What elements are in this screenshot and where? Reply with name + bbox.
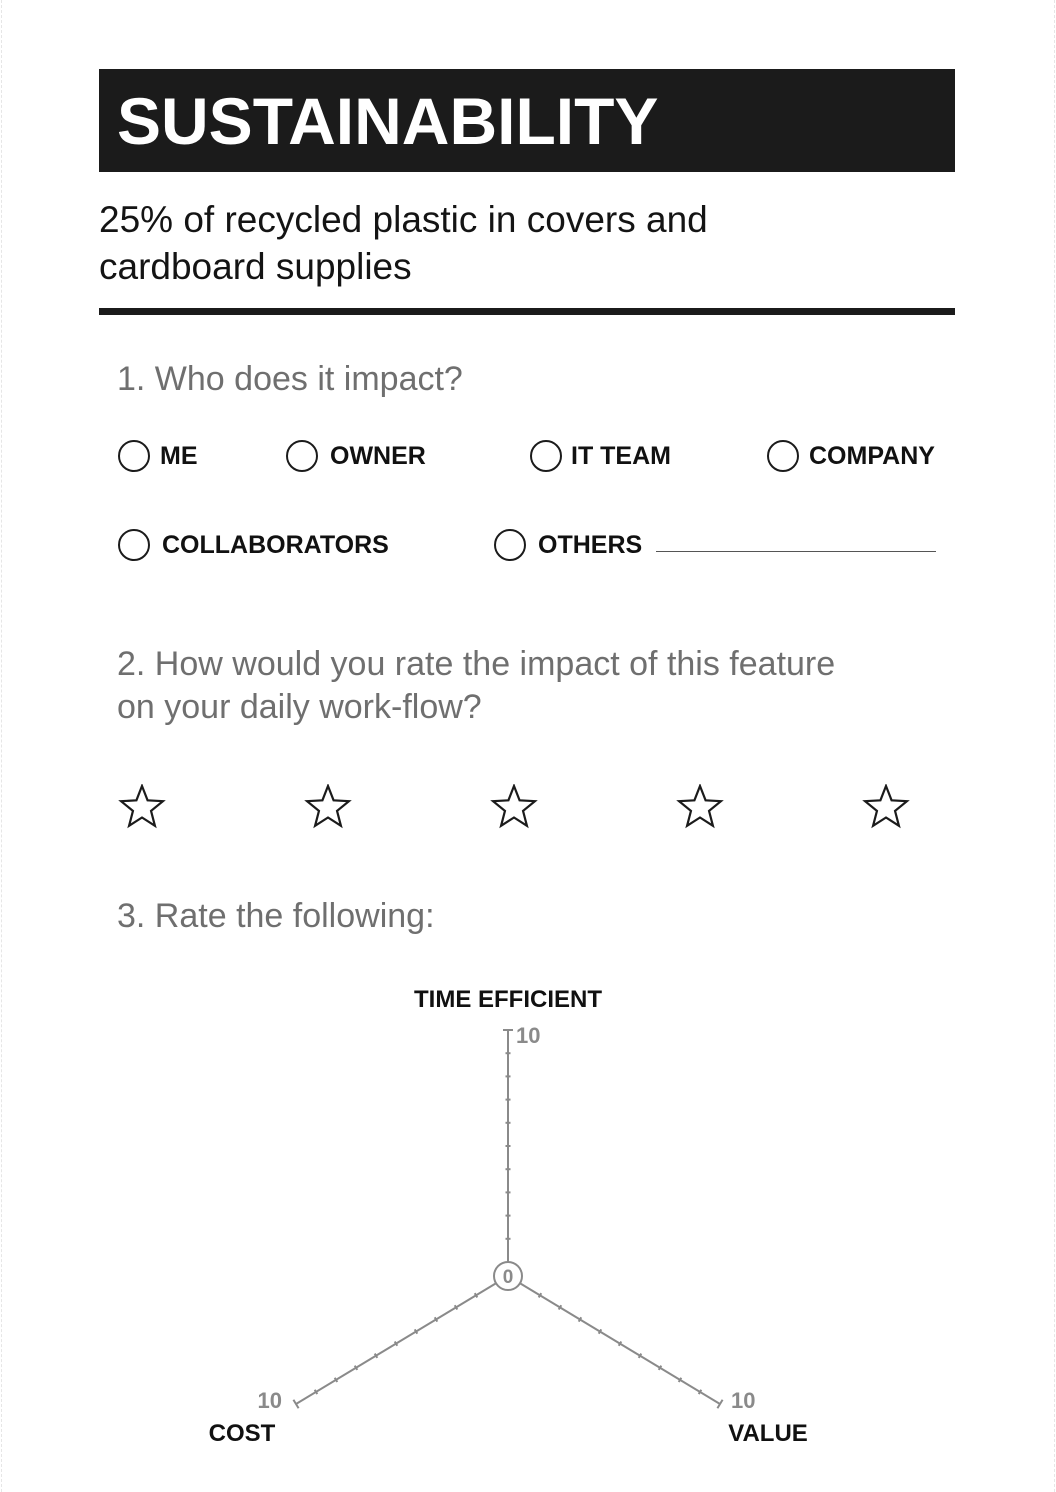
radar-axis-max-cost: 10 [257, 1388, 282, 1413]
radar-axis-label-value: VALUE [728, 1420, 808, 1447]
option-me-label: ME [160, 441, 198, 470]
option-company-label: COMPANY [809, 441, 935, 470]
feature-description-line-1: 25% of recycled plastic in covers and [99, 199, 708, 240]
page-title: SUSTAINABILITY [117, 84, 659, 158]
radar-center-label: 0 [502, 1267, 514, 1288]
radar-axis-label-cost: COST [208, 1420, 276, 1447]
radar-axis-max-value: 10 [731, 1388, 756, 1413]
feature-description-line-2: cardboard supplies [99, 246, 412, 287]
radar-axis-label-time-efficient: TIME EFFICIENT [414, 986, 602, 1013]
option-others-label: OTHERS [538, 530, 643, 559]
radar-axis-max-time-efficient: 10 [516, 1023, 541, 1048]
question-3-text: 3. Rate the following: [117, 897, 435, 935]
question-1-text: 1. Who does it impact? [117, 360, 463, 398]
question-2-line-2: on your daily work-flow? [117, 688, 482, 726]
option-collaborators-label: COLLABORATORS [162, 530, 389, 559]
question-2-line-1: 2. How would you rate the impact of this feature [117, 645, 836, 683]
option-it-team-label: IT TEAM [571, 441, 671, 470]
option-owner-label: OWNER [330, 441, 426, 470]
